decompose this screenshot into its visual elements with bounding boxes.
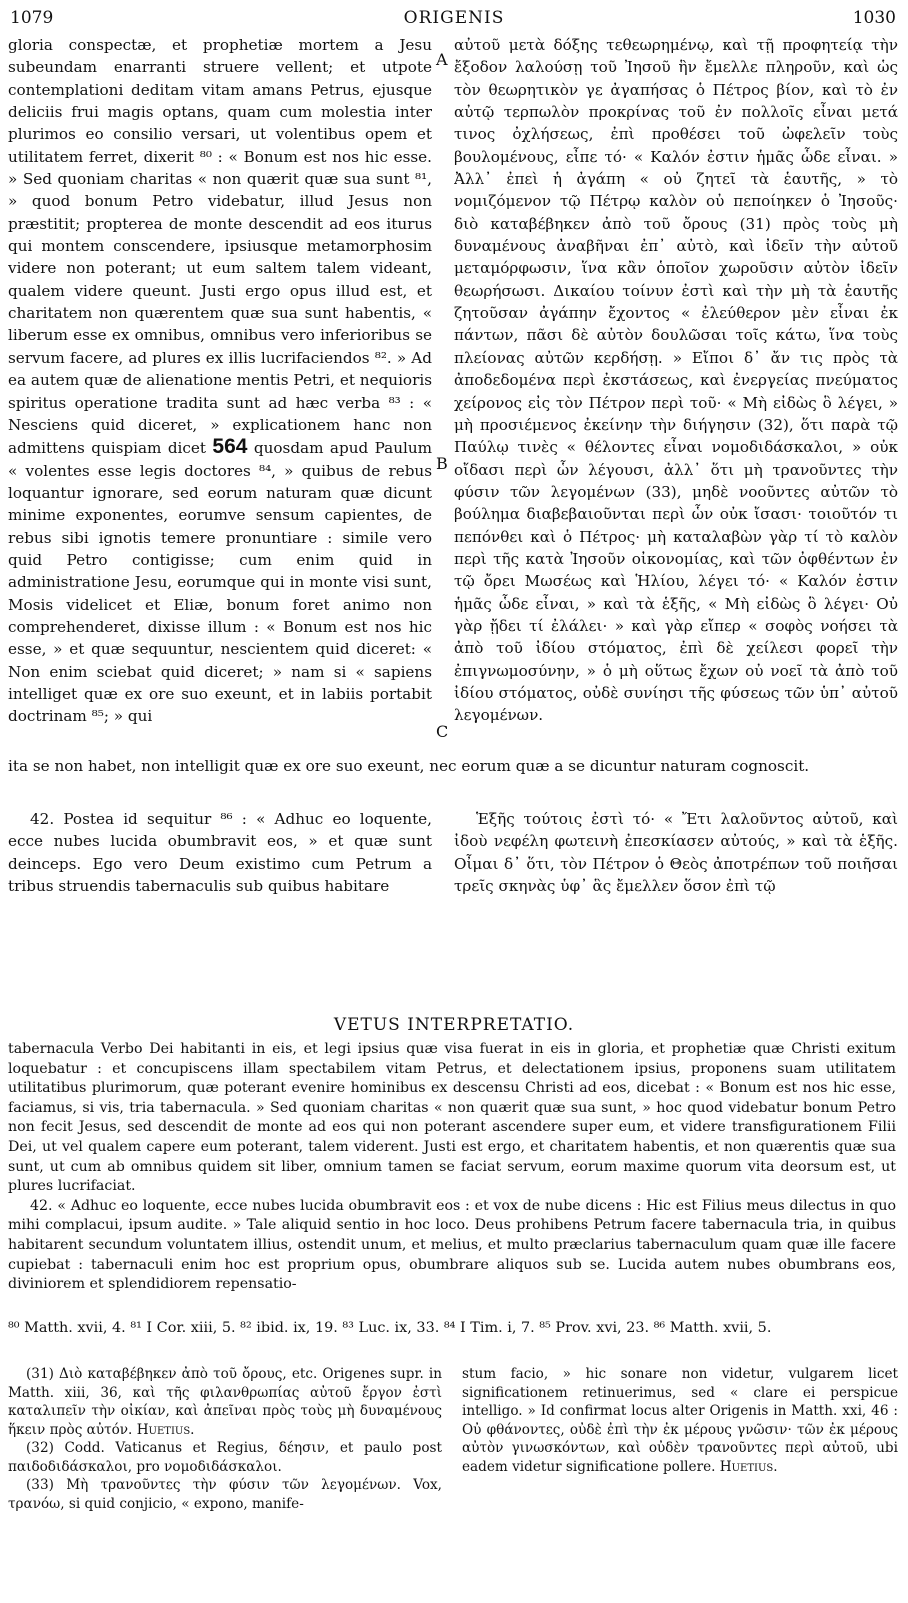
latin-text-part1: gloria conspectæ, et prophetiæ mortem a Jesu subeundam enarranti struere vellent; et utpote contemplationi deditam vitam amans Petrus, ejusque deliciis frui magis optans, quam cum molestia inter plurimos eo consilio versari, ut volentibus opem et utilitatem ferret, dixerit ⁸⁰ : « Bonum est nos hic esse. » Sed quoniam charitas « non quærit quæ sua sunt ⁸¹, » quod bonum Petro videbatur, illud Jesus non præstitit; propterea de monte descendit ad eos iturus qui montem conscendere, ipsiusque metamorphosim videre non poterant; ut eum saltem talem videant, qualem videre queunt. Justi ergo opus illud est, et charitatem non quærentem quæ sua sunt habentis, « liberum esse ex omnibus, omnibus vero inferioribus se servum facere, ad plures ex illis lucrifaciendos ⁸². » Ad ea autem quæ de alienatione mentis Petri, et nequioris spiritus operatione tradita sunt ad hæc verba ⁸³ : « Nesciens quid diceret, » explicationem hanc non admittens quispiam dicet [8, 36, 432, 458]
note-32: (32) Codd. Vaticanus et Regius, δέησιν, et paulo post παιδοδιδάσκαλοι, pro νομοδιδάσκαλοι. [8, 1440, 442, 1475]
column-number-564: 564 [212, 435, 248, 459]
greek-column [454, 34, 898, 756]
full-width-continuation: ita se non habet, non intelligit quæ ex ore suo exeunt, nec eorum quæ a se dicuntur naturam cognoscit. [8, 757, 810, 775]
vetus-paragraph-2: 42. « Adhuc eo loquente, ecce nubes lucida obumbravit eos : et vox de nube dicens : Hic est Filius meus dilectus in quo mihi complacui, ipsum audite. » Tale aliquid sentio in hoc loco. Deus prohibens Petrum facere tabernacula tria, in quibus habitarent secundum voluntatem illius, ostendit unum, et melius, et multo præclarius tabernaculum quam quæ ille facere cupiebat : tabernaculi enim hoc est proprium opus, obumbrare aliquos sub se. Lucida autem nubes obumbrans eos, diviniorem et splendidiorem repensatio- [8, 1197, 896, 1293]
note-33-author: Huetius. [719, 1458, 778, 1475]
note-33-continued-text: stum facio, » hic sonare non videtur, vulgarem licet significationem retinuerimus, sed « clare ei perspicue intelligo. » Id confirmat locus alter Origenis in Matth. xxi, 46 : Οὐ φθάνοντες, οὐδὲ ἐπὶ τὴν ἐκ μέρους γνῶσιν· τῶν ἐκ μέρους αὐτὸν γινωσκόντων, καὶ οὐδὲν τρανοῦντες περὶ αὐτοῦ, ubi eadem videtur significatione pollere. [462, 1366, 898, 1475]
page-number-right: 1030 [852, 8, 896, 28]
vetus-interpretatio-text [8, 1040, 896, 1310]
note-33: (33) Μὴ τρανοῦντες τὴν φύσιν τῶν λεγομένων. Vox, τρανόω, si quid conjicio, « expono, manife- [8, 1477, 442, 1512]
notes-right-column [462, 1365, 898, 1595]
greek-paragraph: αὐτοῦ μετὰ δόξης τεθεωρημένῳ, καὶ τῇ προφητείᾳ τὴν ἔξοδον λαλούσῃ τοῦ Ἰησοῦ ἣν ἔμελλε πληροῦν, καὶ ὡς τὸν θεωρητικὸν γε ἀγαπήσας ὁ Πέτρος βίον, καὶ τὸ ἐν αὐτῷ τερπωλὸν προκρίνας τοῦ ἐν πολλοῖς εἶναι μετά τινος ὀχλήσεως, ἐπὶ προθέσει τοῦ ὠφελεῖν τοὺς βουλομένους, εἶπε τό· « Καλόν ἐστιν ἡμᾶς ὧδε εἶναι. » Ἀλλ᾽ ἐπεὶ ἡ ἀγάπη « οὐ ζητεῖ τὰ ἑαυτῆς, » τὸ νομιζόμενον τῷ Πέτρῳ καλὸν οὐ πεποίηκεν ὁ Ἰησοῦς· διὸ καταβέβηκεν ἀπὸ τοῦ ὄρους (31) πρὸς τοὺς μὴ δυναμένους ἀναβῆναι ἐπ᾽ αὐτὸ, καὶ ἰδεῖν τὴν αὐτοῦ μεταμόρφωσιν, ἵνα κἂν ὁποῖον χωροῦσιν αὐτὸν ἰδεῖν θεωρήσωσι. Δικαίου τοίνυν ἐστὶ καὶ τὴν μὴ τὰ ἑαυτῆς ζητοῦσαν ἀγάπην ἔχοντος « ἐλεύθερον μὲν εἶναι ἐκ πάντων, πᾶσι δὲ αὐτὸν δουλῶσαι τοῖς κάτω, ἵνα τοὺς πλείονας αὐτῶν κερδήσῃ. » Εἴποι δ᾽ ἄν τις πρὸς τὰ ἀποδεδομένα περὶ ἐκστάσεως, καὶ ἐνεργείας πνεύματος χείρονος εἰς τὸν Πέτρον περὶ τοῦ· « Μὴ εἰδὼς ὃ λέγει, » μὴ προσιέμενος ἐκείνην τὴν διήγησιν (32), ὅτι παρὰ τῷ Παύλῳ τινὲς « θέλοντες εἶναι νομοδιδάσκαλοι, » οὐκ οἴδασι περὶ ὧν λέγουσι, ἀλλ᾽ ὅτι μὴ τρανοῦντες τὴν φύσιν τῶν λεγομένων (33), μηδὲ νοοῦντες αὐτῶν τὸ βούλημα διαβεβαιοῦνται περὶ ὧν οὐκ ἴσασι· τοιοῦτόν τι πεπόνθει καὶ ὁ Πέτρος· μὴ καταλαβὼν γὰρ τί τὸ καλὸν περὶ τῆς κατὰ Ἰησοῦν οἰκονομίας, καὶ τῶν ὀφθέντων ἐν τῷ ὄρει Μωσέως καὶ Ἡλίου, λέγει τό· « Καλόν ἐστιν ἡμᾶς ὧδε εἶναι, » καὶ τὰ ἑξῆς, « Μὴ εἰδὼς ὃ λέγει· Οὐ γὰρ ᾔδει τί ἐλάλει· » καὶ γὰρ εἴπερ « σοφὸς νοήσει τὰ ἀπὸ τοῦ ἰδίου στόματος, ἐπὶ δὲ χείλεσι φορεῖ τὴν ἐπιγνωμοσύνην, » ὁ μὴ οὕτως ἔχων οὐ νοεῖ τὰ ἀπὸ τοῦ ἰδίου στόματος, οὐδὲ συνίησι τῆς φύσεως τῶν ὑπ᾽ αὐτοῦ λεγομένων. [454, 36, 898, 725]
latin-column [8, 34, 432, 756]
note-31 [8, 1365, 442, 1439]
latin-section-42 [8, 808, 432, 898]
page-number-left: 1079 [10, 8, 54, 28]
margin-marker-c: C [436, 722, 449, 741]
margin-marker-a: A [436, 50, 448, 69]
running-title: ORIGENIS [403, 8, 505, 28]
note-31-author: Huetius. [136, 1421, 195, 1438]
page-header [0, 6, 908, 30]
vetus-paragraph-1: tabernacula Verbo Dei habitanti in eis, et legi ipsius quæ visa fuerat in eis in gloria, et prophetiæ quæ Christi exitum loquebatur : et concupiscens illam spectabilem vitam Petrus, et delectationem ipsius, proponens suam utilitatem utilitatibus plurimorum, quæ poterant evenire hominibus ex descensu Christi ad eos, dicebat : « Bonum est nos hic esse, faciamus, si vis, tria tabernacula. » Sed quoniam charitas « non quærit quæ sua sunt, » hoc quod videbatur bonum Petro non fecit Jesus, sed descendit de monte ad eos qui non poterant ascendere super eum, et videre transfigurationem Filii Dei, ut vel qualem capere eum poterant, talem viderent. Justi est ergo, et charitatem habentis, et non quærentis quæ sua sunt, ut cum ab omnibus quidem sit liber, omnium tamen se faciat servum, eorum maxime quorum vita deorsum est, ut plures lucrifaciat. [8, 1041, 896, 1195]
latin-text-part2: quosdam apud Paulum « volentes esse legis doctores ⁸⁴, » quibus de rebus loquantur ignorare, sed eorum naturam quæ dicunt minime exponentes, eorumve sensum capientes, de rebus sibi ignotis temere pronuntiare : simile vero quid Petro contigisse; cum enim quid in administratione Jesu, eorumque qui in monte visi sunt, Mosis videlicet et Eliæ, bonum foret animo non comprehenderet, dixisse illum : « Bonum est nos hic esse, » et quæ sequuntur, nescientem quid diceret: « Non enim sciebat quid diceret; » nam si « sapiens intelliget quæ ex ore suo exeunt, et in labiis portabit doctrinam ⁸⁵; » qui [8, 439, 432, 726]
margin-marker-b: B [436, 454, 448, 473]
greek-paragraph-42: Ἑξῆς τούτοις ἐστὶ τό· « Ἔτι λαλοῦντος αὐτοῦ, καὶ ἰδοὺ νεφέλη φωτεινὴ ἐπεσκίασεν αὐτούς, » καὶ τὰ ἑξῆς. Οἶμαι δ᾽ ὅτι, τὸν Πέτρον ὁ Θεὸς ἀποτρέπων τοῦ ποιῆσαι τρεῖς σκηνὰς ὑφ᾽ ἃς ἔμελλεν ὅσον ἐπὶ τῷ [454, 810, 898, 896]
note-33-continued [462, 1365, 898, 1476]
latin-paragraph-42: 42. Postea id sequitur ⁸⁶ : « Adhuc eo loquente, ecce nubes lucida obumbravit eos, » et quæ sunt deinceps. Ego vero Deum existimo cum Petrum a tribus struendis tabernaculis sub quibus habitare [8, 810, 432, 896]
greek-section-42 [454, 808, 898, 898]
footnote-references: ⁸⁰ Matth. xvii, 4. ⁸¹ I Cor. xiii, 5. ⁸² ibid. ix, 19. ⁸³ Luc. ix, 33. ⁸⁴ I Tim. i, 7. ⁸⁵ Prov. xvi, 23. ⁸⁶ Matth. xvii, 5. [8, 1320, 772, 1336]
vetus-interpretatio-heading: VETUS INTERPRETATIO. [333, 1015, 575, 1035]
latin-paragraph [8, 34, 432, 728]
note-31-text: (31) Διὸ καταβέβηκεν ἀπὸ τοῦ ὄρους, etc. Origenes supr. in Matth. xiii, 36, καὶ τῆς φιλανθρωπίας αὐτοῦ ἔργον ἐστὶ καταλιπεῖν τὴν οἰκίαν, καὶ ἀπεῖναι πρὸς τοὺς μὴ δυναμένους ἥκειν πρὸς αὐτόν. [8, 1366, 442, 1438]
notes-left-column [8, 1365, 442, 1595]
